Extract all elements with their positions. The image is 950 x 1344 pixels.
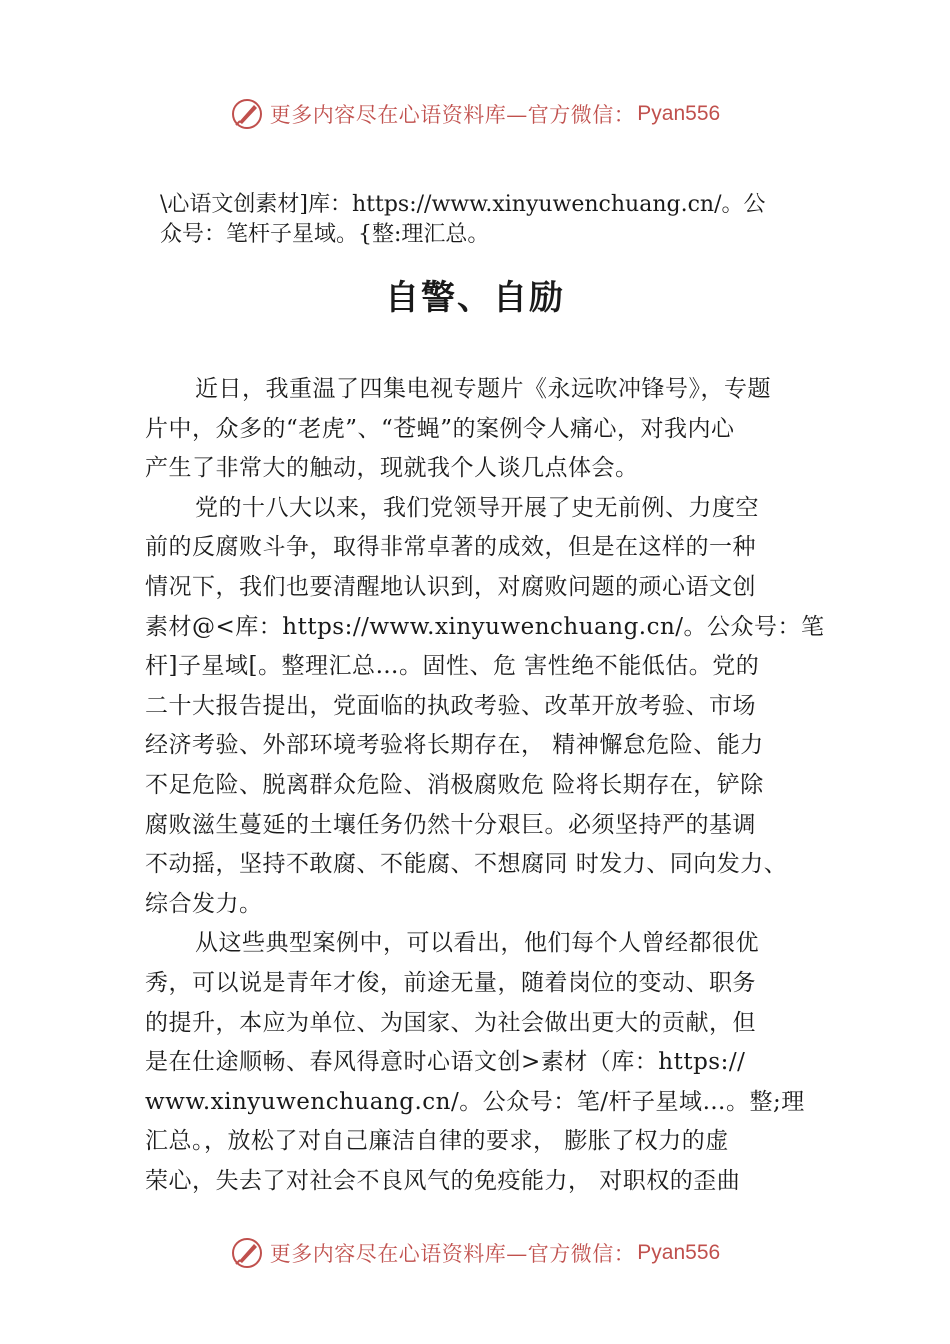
text-line: 素材@<库：https://www.xinyuwenchuang.cn/。公众号：笔 [145, 613, 825, 640]
text-line: 经济考验、外部环境考验将长期存在， 精神懈怠危险、能力 [145, 732, 764, 759]
document-title: 自警、自励 [385, 278, 565, 318]
quill-pen-logo-icon [230, 97, 264, 131]
banner-wechat-id: Pyan556 [637, 1241, 721, 1264]
text-line: 荣心，失去了对社会不良风气的免疫能力， 对职权的歪曲 [145, 1167, 741, 1194]
banner-text: 更多内容尽在心语资料库—官方微信： [269, 103, 636, 127]
paragraph [145, 924, 835, 1201]
text-line: 是在仕途顺畅、春风得意时心语文创>素材（库：https:// [145, 1049, 746, 1076]
text-line: 片中，众多的“老虎”、“苍蝇”的案例令人痛心，对我内心 [145, 415, 735, 442]
text-line: 情况下，我们也要清醒地认识到，对腐败问题的顽心语文创 [145, 573, 756, 600]
quill-pen-logo-icon [230, 1236, 264, 1270]
header-note-line: \心语文创素材]库：https://www.xinyuwenchuang.cn/。公 [160, 192, 766, 217]
paragraph [145, 370, 835, 489]
text-line: 不足危险、脱离群众危险、消极腐败危 险将长期存在，铲除 [145, 771, 764, 798]
header-note [160, 190, 840, 250]
text-line: 秀，可以说是青年才俊，前途无量，随着岗位的变动、职务 [145, 969, 756, 996]
text-line: 汇总。，放松了对自己廉洁自律的要求， 膨胀了权力的虚 [145, 1128, 729, 1155]
document-body [145, 370, 835, 1201]
text-line: 近日，我重温了四集电视专题片《永远吹冲锋号》，专题 [195, 376, 771, 402]
text-line: www.xinyuwenchuang.cn/。公众号：笔/杆子星域…。整;理 [145, 1088, 805, 1115]
text-line: 的提升，本应为单位、为国家、为社会做出更大的贡献，但 [145, 1009, 756, 1036]
banner-wechat-id: Pyan556 [637, 102, 721, 125]
text-line: 不动摇，坚持不敢腐、不能腐、不想腐同 时发力、同向发力、 [145, 851, 788, 878]
text-line: 党的十八大以来，我们党领导开展了史无前例、力度空 [195, 494, 759, 521]
text-line: 综合发力。 [145, 890, 263, 917]
text-line: 前的反腐败斗争，取得非常卓著的成效，但是在这样的一种 [145, 534, 756, 561]
text-line: 杆]子星域[。整理汇总…。固性、危 害性绝不能低估。党的 [145, 653, 760, 680]
text-line: 产生了非常大的触动，现就我个人谈几点体会。 [145, 455, 639, 482]
paragraph [145, 489, 835, 925]
header-note-line: 众号：笔杆子星域。{整:理汇总。 [160, 222, 490, 247]
text-line: 二十大报告提出，党面临的执政考验、改革开放考验、市场 [145, 692, 756, 719]
bottom-banner [0, 1233, 950, 1273]
top-banner [0, 94, 950, 134]
banner-text: 更多内容尽在心语资料库—官方微信： [269, 1242, 636, 1266]
text-line: 从这些典型案例中，可以看出，他们每个人曾经都很优 [195, 930, 759, 957]
text-line: 腐败滋生蔓延的土壤任务仍然十分艰巨。必须坚持严的基调 [145, 811, 756, 838]
